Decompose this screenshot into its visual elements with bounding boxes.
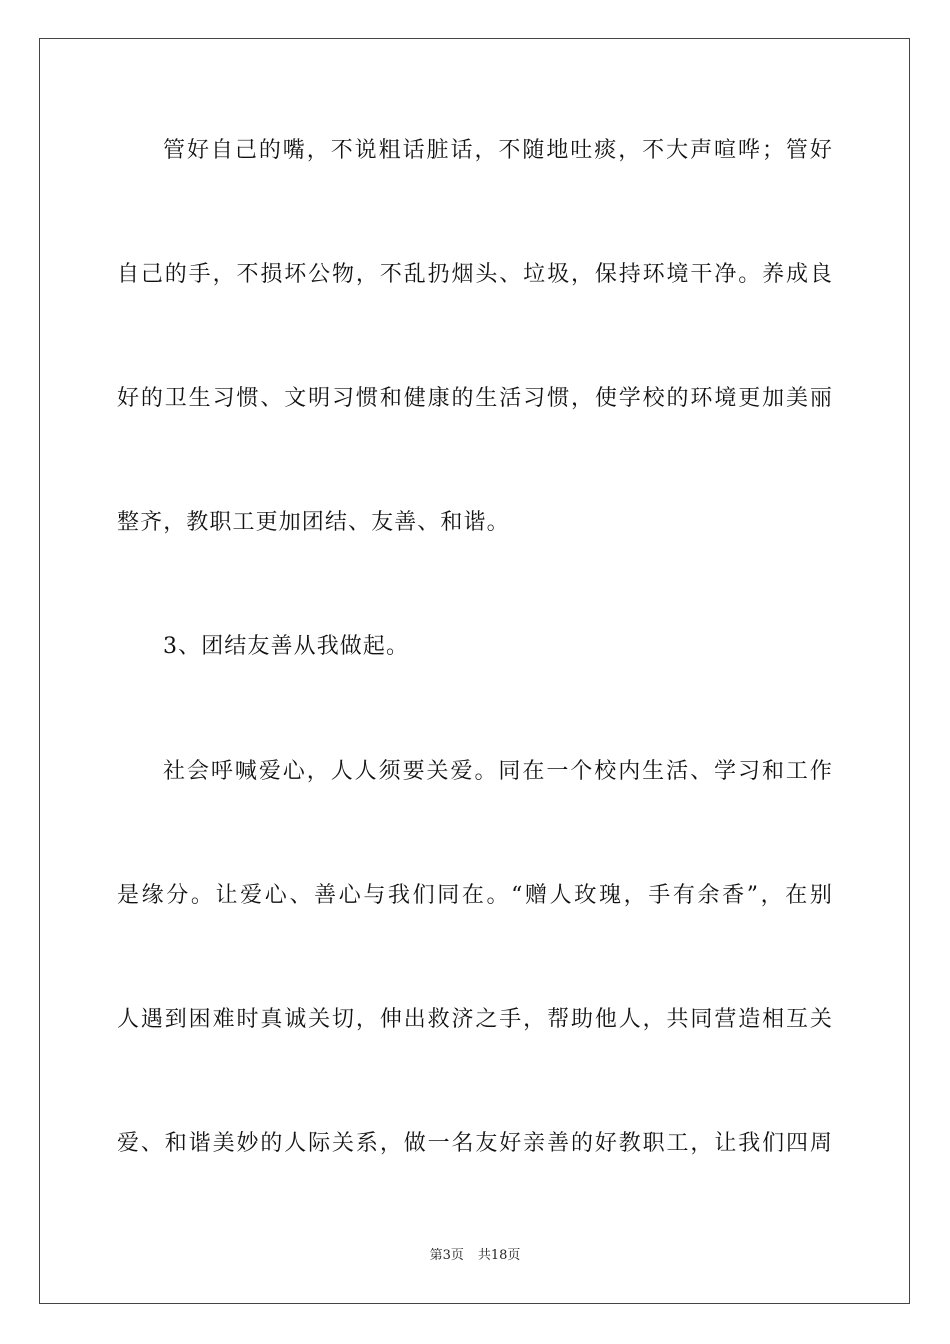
body-line-8: 人遇到困难时真诚关切，伸出救济之手，帮助他人，共同营造相互关 bbox=[117, 1007, 833, 1032]
body-line-3: 好的卫生习惯、文明习惯和健康的生活习惯，使学校的环境更加美丽 bbox=[117, 386, 833, 411]
body-line-7: 是缘分。让爱心、善心与我们同在。“赠人玫瑰，手有余香”，在别 bbox=[117, 883, 833, 908]
body-line-6: 社会呼喊爱心，人人须要关爱。同在一个校内生活、学习和工作 bbox=[163, 759, 833, 784]
page-number: 第3页 bbox=[429, 1248, 464, 1263]
body-line-4: 整齐，教职工更加团结、友善、和谐。 bbox=[117, 510, 510, 535]
body-line-2: 自己的手，不损坏公物，不乱扔烟头、垃圾，保持环境干净。养成良 bbox=[117, 262, 833, 287]
total-pages: 共18页 bbox=[477, 1248, 521, 1263]
page-footer bbox=[0, 1247, 950, 1265]
section-heading: 3、团结友善从我做起。 bbox=[163, 634, 410, 659]
page-frame bbox=[39, 38, 910, 1304]
body-line-9: 爱、和谐美妙的人际关系，做一名友好亲善的好教职工，让我们四周 bbox=[117, 1131, 833, 1156]
body-line-1: 管好自己的嘴，不说粗话脏话，不随地吐痰，不大声喧哗；管好 bbox=[163, 138, 833, 163]
